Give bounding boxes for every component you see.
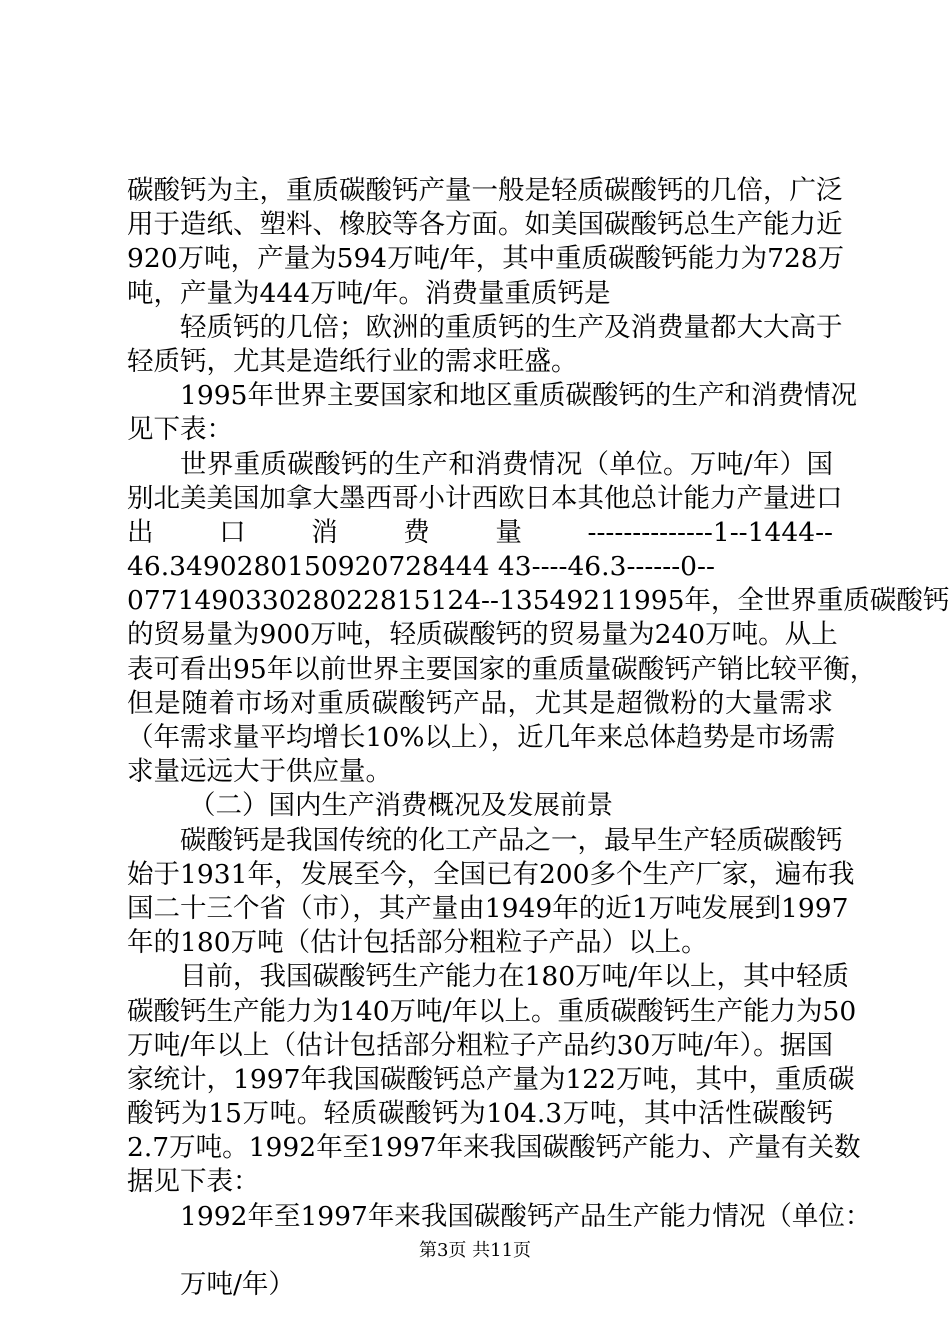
paragraph-line: 但是随着市场对重质碳酸钙产品，尤其是超微粉的大量需求: [127, 687, 833, 719]
paragraph-line: 1995年世界主要国家和地区重质碳酸钙的生产和消费情况: [180, 380, 857, 412]
paragraph-line: 077149033028022815124--13549211995年，全世界重质碳酸钙: [127, 585, 950, 617]
paragraph-line: 的贸易量为900万吨，轻质碳酸钙的贸易量为240万吨。从上: [127, 619, 838, 651]
table-caption-line: 世界重质碳酸钙的生产和消费情况（单位。万吨/年）国: [180, 448, 833, 480]
table-caption-line: 万吨/年）: [180, 1268, 295, 1300]
table-flattened-line: 别北美美国加拿大墨西哥小计西欧日本其他总计能力产量进口: [127, 482, 843, 514]
paragraph-line: 用于造纸、塑料、橡胶等各方面。如美国碳酸钙总生产能力近: [127, 209, 843, 241]
paragraph-line: 酸钙为15万吨。轻质碳酸钙为104.3万吨，其中活性碳酸钙: [127, 1098, 833, 1130]
paragraph-line: 920万吨，产量为594万吨/年，其中重质碳酸钙能力为728万: [127, 243, 845, 275]
paragraph-line: 国二十三个省（市），其产量由1949年的近1万吨发展到1997: [127, 892, 849, 924]
table-caption-line: 1992年至1997年来我国碳酸钙产品生产能力情况（单位：: [180, 1200, 872, 1232]
paragraph-line: 轻质钙，尤其是造纸行业的需求旺盛。: [127, 345, 578, 377]
paragraph-line: 碳酸钙为主，重质碳酸钙产量一般是轻质碳酸钙的几倍，广泛: [127, 175, 843, 206]
paragraph-line: 据见下表：: [127, 1166, 260, 1198]
paragraph-line: 万吨/年以上（估计包括部分粗粒子产品约30万吨/年）。据国: [127, 1029, 833, 1061]
paragraph-line: 轻质钙的几倍；欧洲的重质钙的生产及消费量都大大高于: [180, 311, 843, 343]
paragraph-line: 年的180万吨（估计包括部分粗粒子产品）以上。: [127, 927, 708, 959]
paragraph-line: 2.7万吨。1992年至1997年来我国碳酸钙产能力、产量有关数: [127, 1132, 861, 1164]
document-body: [127, 174, 950, 1302]
paragraph-line: 目前，我国碳酸钙生产能力在180万吨/年以上，其中轻质: [180, 961, 850, 993]
table-flattened-line: 46.3490280150920728444 43----46.3------0--: [127, 551, 715, 583]
paragraph-line: 求量远远大于供应量。: [127, 756, 392, 788]
paragraph-line: 始于1931年，发展至今，全国已有200多个生产厂家，遍布我: [127, 858, 855, 890]
paragraph-line: 表可看出95年以前世界主要国家的重质量碳酸钙产销比较平衡，: [127, 653, 877, 685]
paragraph-line: 吨，产量为444万吨/年。消费量重质钙是: [127, 277, 611, 309]
paragraph-line: 碳酸钙生产能力为140万吨/年以上。重质碳酸钙生产能力为50: [127, 995, 857, 1027]
paragraph-line: 家统计，1997年我国碳酸钙总产量为122万吨，其中，重质碳: [127, 1063, 855, 1095]
paragraph-line: 碳酸钙是我国传统的化工产品之一，最早生产轻质碳酸钙: [180, 824, 843, 856]
paragraph-line: 见下表：: [127, 414, 233, 446]
page-number-footer: 第3页 共11页: [418, 1240, 532, 1261]
section-heading: （二）国内生产消费概况及发展前景: [189, 790, 613, 822]
paragraph-line: （年需求量平均增长10%以上），近几年来总体趋势是市场需: [127, 722, 836, 753]
table-flattened-line: 出 口 消 费 量 --------------1--1444--: [127, 516, 833, 548]
